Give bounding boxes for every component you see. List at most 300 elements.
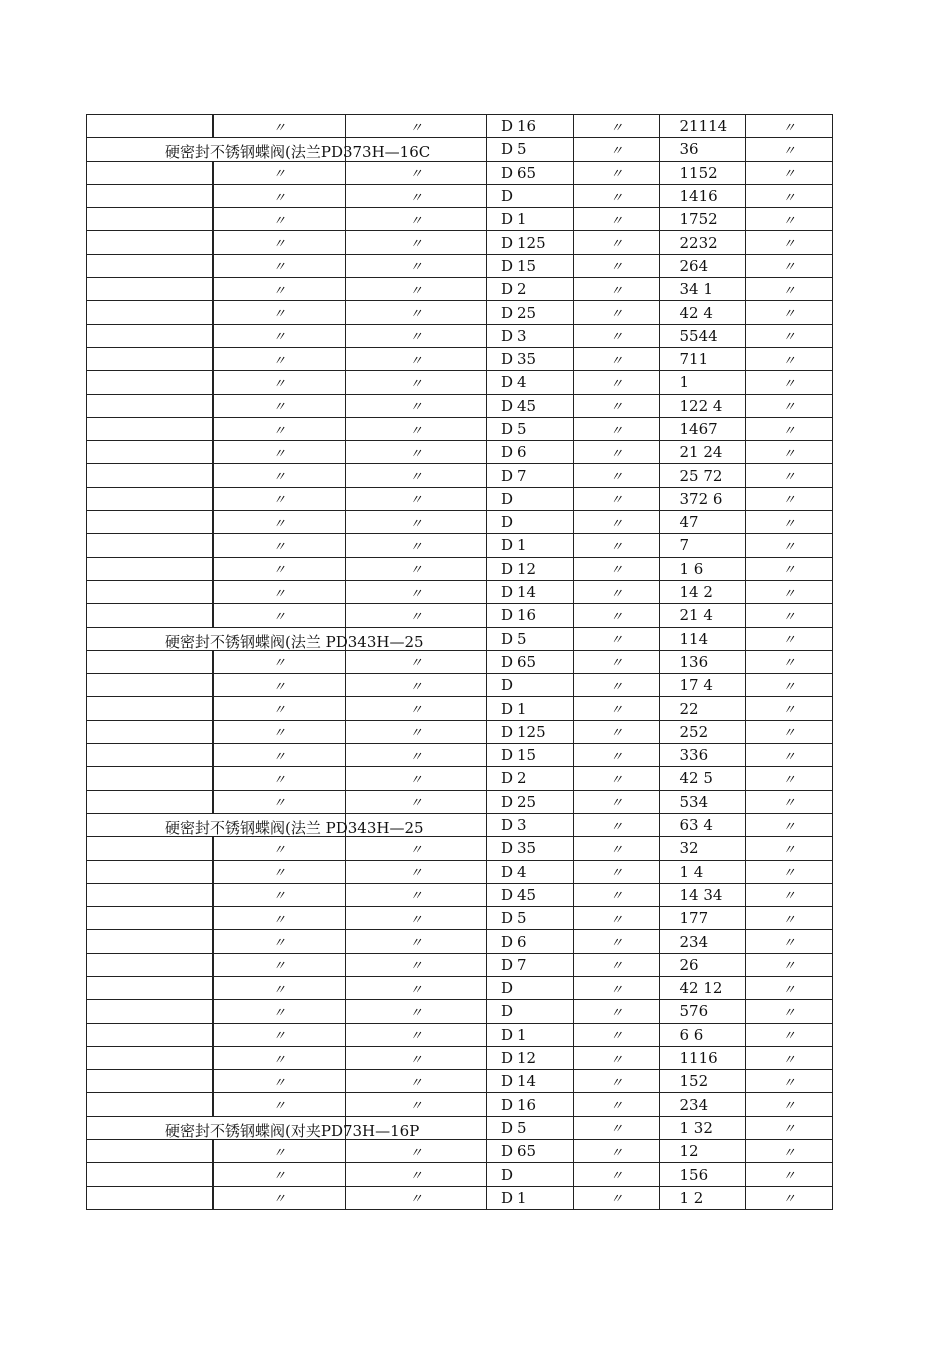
cell-ditto-note[interactable] — [746, 161, 833, 184]
cell-dn[interactable] — [487, 184, 574, 207]
cell-ditto-model[interactable] — [346, 1046, 487, 1069]
cell-ditto-model[interactable] — [346, 790, 487, 813]
cell-ditto-unit[interactable] — [574, 604, 660, 627]
cell-ditto-note[interactable] — [746, 394, 833, 417]
cell-price[interactable] — [660, 930, 746, 953]
cell-price[interactable] — [660, 487, 746, 510]
cell-ditto-model[interactable] — [346, 534, 487, 557]
cell-ditto-note[interactable] — [746, 557, 833, 580]
cell-blank[interactable] — [87, 534, 213, 557]
cell-ditto-model[interactable] — [346, 464, 487, 487]
cell-blank[interactable] — [87, 580, 213, 603]
cell-ditto-model[interactable] — [346, 907, 487, 930]
cell-ditto-unit[interactable] — [574, 1163, 660, 1186]
cell-ditto-note[interactable] — [746, 767, 833, 790]
cell-ditto-unit[interactable] — [574, 674, 660, 697]
cell-dn[interactable] — [487, 115, 574, 138]
cell-price[interactable] — [660, 161, 746, 184]
cell-blank[interactable] — [87, 1000, 213, 1023]
cell-ditto-model[interactable] — [346, 1023, 487, 1046]
cell-blank[interactable] — [87, 487, 213, 510]
cell-blank[interactable] — [87, 813, 424, 837]
cell-dn[interactable] — [487, 907, 574, 930]
cell-ditto-unit[interactable] — [574, 1023, 660, 1046]
cell-price[interactable] — [660, 208, 746, 231]
cell-ditto-name[interactable] — [213, 417, 346, 440]
cell-blank[interactable] — [87, 1186, 213, 1209]
cell-ditto-name[interactable] — [213, 1046, 346, 1069]
cell-ditto-name[interactable] — [213, 301, 346, 324]
cell-blank[interactable] — [87, 860, 213, 883]
cell-ditto-name[interactable] — [213, 394, 346, 417]
cell-dn[interactable] — [487, 580, 574, 603]
cell-ditto-unit[interactable] — [574, 511, 660, 534]
cell-ditto-unit[interactable] — [574, 1116, 660, 1139]
cell-price[interactable] — [660, 953, 746, 976]
cell-dn[interactable] — [487, 860, 574, 883]
cell-price[interactable] — [660, 511, 746, 534]
cell-ditto-name[interactable] — [213, 184, 346, 207]
cell-price[interactable] — [660, 254, 746, 277]
cell-ditto-note[interactable] — [746, 976, 833, 999]
cell-dn[interactable] — [487, 953, 574, 976]
cell-dn[interactable] — [487, 1000, 574, 1023]
cell-ditto-name[interactable] — [213, 115, 346, 138]
cell-price[interactable] — [660, 534, 746, 557]
cell-ditto-model[interactable] — [346, 184, 487, 207]
cell-blank[interactable] — [87, 441, 213, 464]
cell-ditto-unit[interactable] — [574, 907, 660, 930]
cell-ditto-note[interactable] — [746, 860, 833, 883]
cell-ditto-name[interactable] — [213, 790, 346, 813]
cell-ditto-unit[interactable] — [574, 976, 660, 999]
cell-ditto-note[interactable] — [746, 720, 833, 743]
cell-ditto-unit[interactable] — [574, 930, 660, 953]
cell-ditto-model[interactable] — [346, 580, 487, 603]
cell-ditto-model[interactable] — [346, 1000, 487, 1023]
cell-ditto-unit[interactable] — [574, 1000, 660, 1023]
cell-blank[interactable] — [87, 720, 213, 743]
cell-ditto-note[interactable] — [746, 184, 833, 207]
cell-price[interactable] — [660, 883, 746, 906]
cell-ditto-note[interactable] — [746, 580, 833, 603]
cell-ditto-unit[interactable] — [574, 231, 660, 254]
cell-dn[interactable] — [487, 883, 574, 906]
cell-dn[interactable] — [487, 627, 574, 650]
cell-ditto-unit[interactable] — [574, 417, 660, 440]
cell-price[interactable] — [660, 371, 746, 394]
cell-dn[interactable] — [487, 534, 574, 557]
cell-dn[interactable] — [487, 1046, 574, 1069]
cell-ditto-name[interactable] — [213, 720, 346, 743]
cell-price[interactable] — [660, 720, 746, 743]
cell-blank[interactable] — [87, 790, 213, 813]
cell-blank[interactable] — [87, 837, 213, 860]
cell-blank[interactable] — [87, 394, 213, 417]
cell-blank[interactable] — [87, 254, 213, 277]
cell-ditto-unit[interactable] — [574, 557, 660, 580]
cell-ditto-unit[interactable] — [574, 487, 660, 510]
cell-ditto-note[interactable] — [746, 953, 833, 976]
cell-ditto-model[interactable] — [346, 371, 487, 394]
cell-blank[interactable] — [87, 371, 213, 394]
cell-blank[interactable] — [87, 744, 213, 767]
cell-price[interactable] — [660, 1070, 746, 1093]
cell-blank[interactable] — [87, 184, 213, 207]
cell-price[interactable] — [660, 813, 746, 836]
cell-ditto-name[interactable] — [213, 767, 346, 790]
cell-dn[interactable] — [487, 487, 574, 510]
cell-ditto-note[interactable] — [746, 813, 833, 836]
cell-ditto-unit[interactable] — [574, 394, 660, 417]
cell-ditto-model[interactable] — [346, 231, 487, 254]
cell-blank[interactable] — [87, 930, 213, 953]
cell-ditto-note[interactable] — [746, 208, 833, 231]
cell-price[interactable] — [660, 907, 746, 930]
cell-ditto-name[interactable] — [213, 674, 346, 697]
cell-blank[interactable] — [87, 417, 213, 440]
cell-ditto-model[interactable] — [346, 860, 487, 883]
cell-ditto-model[interactable] — [346, 674, 487, 697]
cell-price[interactable] — [660, 441, 746, 464]
cell-blank[interactable] — [87, 1093, 213, 1116]
cell-ditto-model[interactable] — [346, 930, 487, 953]
cell-blank[interactable] — [87, 161, 213, 184]
cell-ditto-model[interactable] — [346, 301, 487, 324]
cell-ditto-note[interactable] — [746, 790, 833, 813]
cell-ditto-unit[interactable] — [574, 254, 660, 277]
cell-ditto-model[interactable] — [346, 720, 487, 743]
cell-dn[interactable] — [487, 697, 574, 720]
cell-price[interactable] — [660, 1046, 746, 1069]
cell-price[interactable] — [660, 231, 746, 254]
cell-ditto-model[interactable] — [346, 1140, 487, 1163]
cell-ditto-unit[interactable] — [574, 1046, 660, 1069]
cell-dn[interactable] — [487, 464, 574, 487]
cell-ditto-unit[interactable] — [574, 883, 660, 906]
cell-ditto-name[interactable] — [213, 1000, 346, 1023]
cell-ditto-note[interactable] — [746, 1000, 833, 1023]
cell-ditto-name[interactable] — [213, 953, 346, 976]
cell-ditto-model[interactable] — [346, 883, 487, 906]
cell-ditto-note[interactable] — [746, 837, 833, 860]
cell-ditto-name[interactable] — [213, 278, 346, 301]
cell-dn[interactable] — [487, 347, 574, 370]
cell-ditto-name[interactable] — [213, 1163, 346, 1186]
cell-ditto-model[interactable] — [346, 1070, 487, 1093]
cell-ditto-name[interactable] — [213, 254, 346, 277]
cell-ditto-unit[interactable] — [574, 161, 660, 184]
cell-ditto-unit[interactable] — [574, 744, 660, 767]
cell-dn[interactable] — [487, 930, 574, 953]
cell-blank[interactable] — [87, 208, 213, 231]
cell-ditto-name[interactable] — [213, 907, 346, 930]
cell-ditto-unit[interactable] — [574, 813, 660, 836]
cell-dn[interactable] — [487, 511, 574, 534]
cell-ditto-unit[interactable] — [574, 790, 660, 813]
cell-ditto-name[interactable] — [213, 557, 346, 580]
cell-dn[interactable] — [487, 813, 574, 836]
cell-ditto-model[interactable] — [346, 837, 487, 860]
cell-blank[interactable] — [87, 301, 213, 324]
cell-dn[interactable] — [487, 371, 574, 394]
cell-blank[interactable] — [87, 138, 431, 162]
cell-ditto-name[interactable] — [213, 511, 346, 534]
cell-ditto-model[interactable] — [346, 115, 487, 138]
cell-blank[interactable] — [87, 1116, 420, 1140]
cell-ditto-unit[interactable] — [574, 184, 660, 207]
cell-price[interactable] — [660, 301, 746, 324]
cell-ditto-unit[interactable] — [574, 138, 660, 161]
cell-ditto-name[interactable] — [213, 650, 346, 673]
cell-ditto-note[interactable] — [746, 604, 833, 627]
cell-ditto-note[interactable] — [746, 464, 833, 487]
cell-ditto-unit[interactable] — [574, 441, 660, 464]
cell-ditto-model[interactable] — [346, 697, 487, 720]
cell-ditto-name[interactable] — [213, 441, 346, 464]
cell-ditto-name[interactable] — [213, 930, 346, 953]
cell-blank[interactable] — [87, 1070, 213, 1093]
cell-ditto-note[interactable] — [746, 1186, 833, 1209]
cell-ditto-note[interactable] — [746, 371, 833, 394]
cell-ditto-name[interactable] — [213, 883, 346, 906]
cell-dn[interactable] — [487, 417, 574, 440]
cell-ditto-note[interactable] — [746, 115, 833, 138]
cell-ditto-unit[interactable] — [574, 720, 660, 743]
cell-ditto-unit[interactable] — [574, 208, 660, 231]
cell-blank[interactable] — [87, 627, 424, 651]
cell-dn[interactable] — [487, 720, 574, 743]
cell-dn[interactable] — [487, 231, 574, 254]
cell-blank[interactable] — [87, 115, 213, 138]
cell-ditto-unit[interactable] — [574, 534, 660, 557]
cell-ditto-note[interactable] — [746, 231, 833, 254]
cell-dn[interactable] — [487, 1070, 574, 1093]
cell-ditto-unit[interactable] — [574, 627, 660, 650]
cell-price[interactable] — [660, 278, 746, 301]
cell-ditto-unit[interactable] — [574, 580, 660, 603]
cell-dn[interactable] — [487, 976, 574, 999]
cell-price[interactable] — [660, 860, 746, 883]
cell-ditto-note[interactable] — [746, 254, 833, 277]
cell-ditto-note[interactable] — [746, 883, 833, 906]
cell-price[interactable] — [660, 1023, 746, 1046]
cell-ditto-note[interactable] — [746, 1046, 833, 1069]
cell-ditto-model[interactable] — [346, 1163, 487, 1186]
cell-dn[interactable] — [487, 1186, 574, 1209]
cell-dn[interactable] — [487, 441, 574, 464]
cell-ditto-note[interactable] — [746, 744, 833, 767]
cell-price[interactable] — [660, 347, 746, 370]
cell-ditto-name[interactable] — [213, 231, 346, 254]
cell-ditto-unit[interactable] — [574, 347, 660, 370]
cell-price[interactable] — [660, 1116, 746, 1139]
cell-ditto-model[interactable] — [346, 394, 487, 417]
cell-blank[interactable] — [87, 883, 213, 906]
cell-ditto-note[interactable] — [746, 907, 833, 930]
cell-ditto-model[interactable] — [346, 161, 487, 184]
cell-price[interactable] — [660, 650, 746, 673]
cell-blank[interactable] — [87, 511, 213, 534]
cell-dn[interactable] — [487, 394, 574, 417]
cell-ditto-model[interactable] — [346, 650, 487, 673]
cell-ditto-model[interactable] — [346, 976, 487, 999]
cell-blank[interactable] — [87, 697, 213, 720]
cell-ditto-unit[interactable] — [574, 767, 660, 790]
cell-ditto-unit[interactable] — [574, 697, 660, 720]
cell-ditto-note[interactable] — [746, 534, 833, 557]
cell-ditto-unit[interactable] — [574, 650, 660, 673]
cell-ditto-note[interactable] — [746, 627, 833, 650]
cell-ditto-model[interactable] — [346, 417, 487, 440]
cell-blank[interactable] — [87, 278, 213, 301]
cell-ditto-name[interactable] — [213, 534, 346, 557]
cell-ditto-name[interactable] — [213, 697, 346, 720]
cell-ditto-name[interactable] — [213, 1186, 346, 1209]
cell-ditto-name[interactable] — [213, 860, 346, 883]
cell-price[interactable] — [660, 744, 746, 767]
cell-ditto-model[interactable] — [346, 324, 487, 347]
cell-blank[interactable] — [87, 1046, 213, 1069]
cell-blank[interactable] — [87, 347, 213, 370]
cell-dn[interactable] — [487, 138, 574, 161]
cell-ditto-name[interactable] — [213, 487, 346, 510]
cell-dn[interactable] — [487, 790, 574, 813]
cell-ditto-note[interactable] — [746, 1093, 833, 1116]
cell-ditto-note[interactable] — [746, 697, 833, 720]
cell-ditto-model[interactable] — [346, 441, 487, 464]
cell-ditto-note[interactable] — [746, 1023, 833, 1046]
cell-ditto-name[interactable] — [213, 1023, 346, 1046]
cell-blank[interactable] — [87, 231, 213, 254]
cell-blank[interactable] — [87, 674, 213, 697]
cell-ditto-name[interactable] — [213, 604, 346, 627]
cell-ditto-note[interactable] — [746, 1163, 833, 1186]
cell-ditto-model[interactable] — [346, 604, 487, 627]
cell-dn[interactable] — [487, 767, 574, 790]
cell-ditto-note[interactable] — [746, 930, 833, 953]
cell-ditto-name[interactable] — [213, 1093, 346, 1116]
cell-ditto-name[interactable] — [213, 464, 346, 487]
cell-ditto-name[interactable] — [213, 580, 346, 603]
cell-price[interactable] — [660, 1163, 746, 1186]
cell-price[interactable] — [660, 184, 746, 207]
cell-blank[interactable] — [87, 324, 213, 347]
cell-price[interactable] — [660, 837, 746, 860]
cell-dn[interactable] — [487, 557, 574, 580]
cell-ditto-note[interactable] — [746, 674, 833, 697]
cell-dn[interactable] — [487, 301, 574, 324]
cell-price[interactable] — [660, 115, 746, 138]
cell-blank[interactable] — [87, 953, 213, 976]
cell-ditto-unit[interactable] — [574, 115, 660, 138]
cell-ditto-name[interactable] — [213, 976, 346, 999]
cell-ditto-note[interactable] — [746, 1140, 833, 1163]
cell-price[interactable] — [660, 674, 746, 697]
cell-ditto-name[interactable] — [213, 837, 346, 860]
cell-ditto-model[interactable] — [346, 278, 487, 301]
cell-blank[interactable] — [87, 1023, 213, 1046]
cell-dn[interactable] — [487, 604, 574, 627]
cell-ditto-note[interactable] — [746, 1116, 833, 1139]
cell-blank[interactable] — [87, 976, 213, 999]
cell-dn[interactable] — [487, 324, 574, 347]
cell-ditto-unit[interactable] — [574, 1186, 660, 1209]
cell-ditto-unit[interactable] — [574, 1093, 660, 1116]
cell-price[interactable] — [660, 1093, 746, 1116]
cell-ditto-unit[interactable] — [574, 837, 660, 860]
cell-dn[interactable] — [487, 278, 574, 301]
cell-price[interactable] — [660, 976, 746, 999]
cell-dn[interactable] — [487, 1116, 574, 1139]
cell-blank[interactable] — [87, 604, 213, 627]
cell-ditto-name[interactable] — [213, 161, 346, 184]
cell-price[interactable] — [660, 324, 746, 347]
cell-ditto-name[interactable] — [213, 324, 346, 347]
cell-ditto-model[interactable] — [346, 347, 487, 370]
cell-ditto-note[interactable] — [746, 278, 833, 301]
cell-dn[interactable] — [487, 674, 574, 697]
cell-ditto-note[interactable] — [746, 347, 833, 370]
cell-ditto-model[interactable] — [346, 511, 487, 534]
cell-dn[interactable] — [487, 837, 574, 860]
cell-ditto-name[interactable] — [213, 347, 346, 370]
cell-ditto-name[interactable] — [213, 1070, 346, 1093]
cell-ditto-model[interactable] — [346, 254, 487, 277]
cell-dn[interactable] — [487, 1140, 574, 1163]
cell-ditto-note[interactable] — [746, 324, 833, 347]
cell-dn[interactable] — [487, 161, 574, 184]
cell-ditto-note[interactable] — [746, 1070, 833, 1093]
cell-blank[interactable] — [87, 557, 213, 580]
cell-ditto-note[interactable] — [746, 650, 833, 673]
cell-price[interactable] — [660, 394, 746, 417]
cell-blank[interactable] — [87, 464, 213, 487]
cell-ditto-model[interactable] — [346, 953, 487, 976]
cell-ditto-unit[interactable] — [574, 1070, 660, 1093]
cell-price[interactable] — [660, 767, 746, 790]
cell-price[interactable] — [660, 557, 746, 580]
cell-ditto-name[interactable] — [213, 208, 346, 231]
cell-dn[interactable] — [487, 254, 574, 277]
cell-ditto-unit[interactable] — [574, 1140, 660, 1163]
cell-ditto-model[interactable] — [346, 744, 487, 767]
cell-price[interactable] — [660, 138, 746, 161]
cell-blank[interactable] — [87, 650, 213, 673]
cell-ditto-note[interactable] — [746, 301, 833, 324]
cell-ditto-model[interactable] — [346, 1186, 487, 1209]
cell-ditto-unit[interactable] — [574, 301, 660, 324]
cell-blank[interactable] — [87, 1140, 213, 1163]
cell-ditto-unit[interactable] — [574, 371, 660, 394]
cell-ditto-unit[interactable] — [574, 278, 660, 301]
cell-dn[interactable] — [487, 744, 574, 767]
cell-ditto-note[interactable] — [746, 487, 833, 510]
cell-ditto-note[interactable] — [746, 417, 833, 440]
cell-ditto-name[interactable] — [213, 744, 346, 767]
cell-price[interactable] — [660, 790, 746, 813]
cell-price[interactable] — [660, 697, 746, 720]
cell-price[interactable] — [660, 627, 746, 650]
cell-price[interactable] — [660, 580, 746, 603]
cell-blank[interactable] — [87, 907, 213, 930]
cell-ditto-model[interactable] — [346, 1093, 487, 1116]
cell-dn[interactable] — [487, 208, 574, 231]
cell-price[interactable] — [660, 604, 746, 627]
cell-dn[interactable] — [487, 1163, 574, 1186]
cell-ditto-name[interactable] — [213, 371, 346, 394]
cell-ditto-unit[interactable] — [574, 860, 660, 883]
